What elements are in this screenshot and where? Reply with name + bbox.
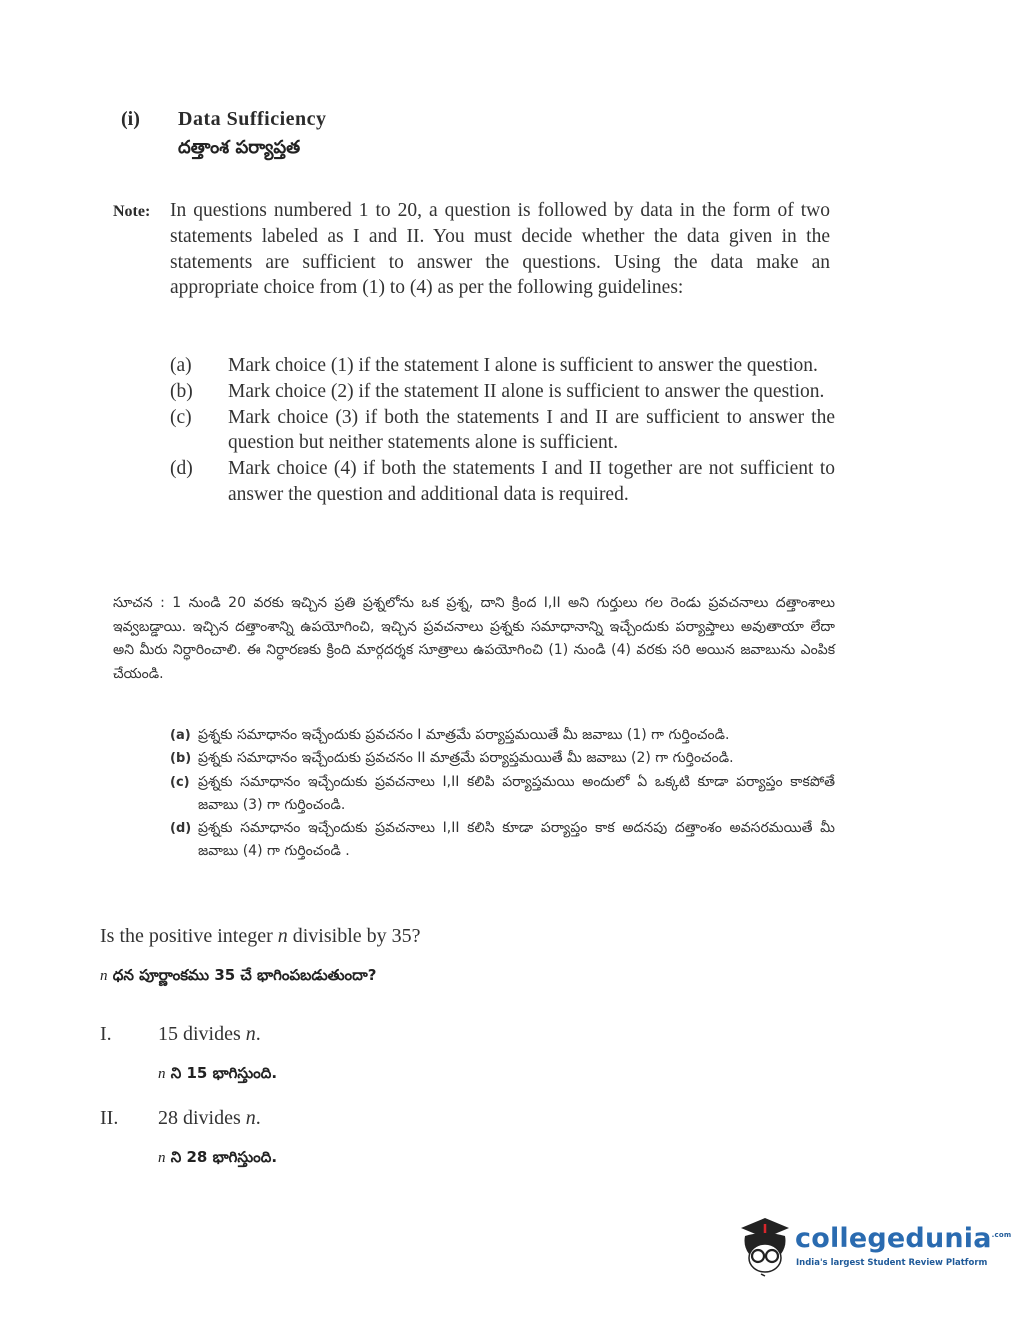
statement-telugu-text: ని 15 భాగిస్తుంది. bbox=[170, 1064, 278, 1082]
statement-text: 28 divides bbox=[158, 1107, 241, 1129]
note-option-a bbox=[170, 353, 835, 379]
option-text: Mark choice (1) if the statement I alone is sufficient to answer the question. bbox=[228, 355, 818, 376]
section-title: Data Sufficiency bbox=[178, 108, 327, 130]
statement-1-telugu bbox=[158, 1064, 277, 1086]
question-english bbox=[100, 925, 421, 948]
question-prefix: Is the positive integer bbox=[100, 925, 273, 947]
note-telugu-text: 1 నుండి 20 వరకు ఇచ్చిన ప్రతి ప్రశ్నలోను ఒక ప్రశ్న, దాని క్రింద I,II అని గుర్తులు గల రెండు ప్రవచనాలు దత్తాంశాలు ఇవ్వబడ్డాయి. ఇచ్చిన దత్తాంశాన్ని ఉపయోగించి, ఇచ్చిన ప్రవచనాలు ప్రశ్నకు సమాధానాన్ని ఇచ్చేందుకు పర్యాప్తాలు అవుతాయా లేదా అని మీరు నిర్ధారించాలి. ఈ నిర్ధారణకు క్రింది మార్గదర్శక సూత్రాలు ఉపయోగించి (1) నుండి (4) వరకు సరి అయిన జవాబును ఎంపిక చేయండి. bbox=[113, 595, 835, 682]
note-telugu bbox=[113, 592, 835, 686]
option-text: ప్రశ్నకు సమాధానం ఇచ్చేందుకు ప్రవచనాలు I,II కలిపి పర్యాప్తమయి అందులో ఏ ఒక్కటి కూడా పర్యాప్తం కాకపోతే జవాబు (3) గా గుర్తించండి. bbox=[198, 773, 835, 813]
question-telugu-text: ధన పూర్ణాంకము 35 చే భాగింపబడుతుందా? bbox=[112, 966, 377, 984]
note-telugu-option-a bbox=[170, 724, 835, 747]
note-text: In questions numbered 1 to 20, a question is followed by data in the form of two statements labeled as I and II. You must decide whether the data given in the statements are sufficient to answer the questions. Using the data make an appropriate choice from (1) to (4) as per the following guidelines: bbox=[170, 200, 830, 299]
question-suffix: divisible by 35? bbox=[292, 925, 421, 947]
note-telugu-options bbox=[170, 724, 835, 864]
logo-wordmark bbox=[795, 1223, 1011, 1254]
note-label: Note: bbox=[113, 203, 151, 220]
option-text: ప్రశ్నకు సమాధానం ఇచ్చేందుకు ప్రవచనాలు I,II కలిసి కూడా పర్యాప్తం కాక అదనపు దత్తాంశం అవసరమయితే మీ జవాబు (4) గా గుర్తించండి . bbox=[198, 820, 835, 860]
statement-2-telugu bbox=[158, 1148, 277, 1170]
logo-tagline: India's largest Student Review Platform bbox=[796, 1258, 988, 1268]
question-telugu bbox=[100, 966, 376, 988]
option-label: (d) bbox=[170, 821, 192, 837]
option-text: ప్రశ్నకు సమాధానం ఇచ్చేందుకు ప్రవచనం I మాత్రమే పర్యాప్తమయితే మీ జవాబు (1) గా గుర్తించండి. bbox=[198, 727, 730, 743]
statement-variable: n bbox=[245, 1107, 256, 1129]
statement-telugu-text: ని 28 భాగిస్తుంది. bbox=[170, 1148, 278, 1166]
note-telugu-option-b bbox=[170, 747, 835, 770]
section-title-telugu: దత్తాంశ పర్యాప్తత bbox=[178, 137, 301, 158]
chin-mark-icon bbox=[761, 1274, 765, 1276]
logo-name: collegedunia bbox=[795, 1223, 992, 1254]
note-option-b bbox=[170, 379, 835, 405]
option-text: ప్రశ్నకు సమాధానం ఇచ్చేందుకు ప్రవచనం II మాత్రమే పర్యాప్తమయితే మీ జవాబు (2) గా గుర్తించండి. bbox=[198, 750, 734, 767]
statement-2-number: II. bbox=[100, 1107, 119, 1129]
note-option-c bbox=[170, 405, 835, 457]
option-text: Mark choice (4) if both the statements I and II together are not sufficient to answer the question and additional data is required. bbox=[228, 458, 835, 505]
note-telugu-label: సూచన : bbox=[113, 595, 165, 611]
note-option-d bbox=[170, 456, 835, 508]
statement-variable: n bbox=[158, 1066, 166, 1082]
option-label: (a) bbox=[170, 728, 191, 743]
option-label: (b) bbox=[170, 380, 193, 402]
statement-variable: n bbox=[245, 1023, 256, 1045]
option-text: Mark choice (2) if the statement II alone is sufficient to answer the question. bbox=[228, 380, 825, 402]
statement-1-number: I. bbox=[100, 1023, 112, 1045]
option-label: (b) bbox=[170, 751, 192, 767]
option-label: (d) bbox=[170, 458, 193, 480]
statement-period: . bbox=[255, 1107, 261, 1129]
section-number: (i) bbox=[121, 108, 140, 130]
statement-2-english bbox=[158, 1107, 261, 1130]
question-variable: n bbox=[100, 968, 108, 984]
note-telugu-option-d bbox=[170, 817, 835, 864]
note-telugu-option-c bbox=[170, 771, 835, 818]
face-icon bbox=[749, 1244, 781, 1272]
statement-period: . bbox=[255, 1023, 261, 1045]
option-text: Mark choice (3) if both the statements I and II are sufficient to answer the question but neither statements alone is sufficient. bbox=[228, 406, 835, 454]
statement-variable: n bbox=[158, 1150, 166, 1166]
statement-1-english bbox=[158, 1023, 261, 1046]
logo-suffix: .com bbox=[991, 1231, 1011, 1239]
option-label: (c) bbox=[170, 406, 192, 428]
question-variable: n bbox=[277, 925, 288, 947]
option-label: (a) bbox=[170, 355, 192, 376]
note-options bbox=[170, 353, 835, 508]
option-label: (c) bbox=[170, 774, 190, 790]
collegedunia-mascot-icon bbox=[735, 1210, 795, 1278]
statement-text: 15 divides bbox=[158, 1023, 241, 1045]
